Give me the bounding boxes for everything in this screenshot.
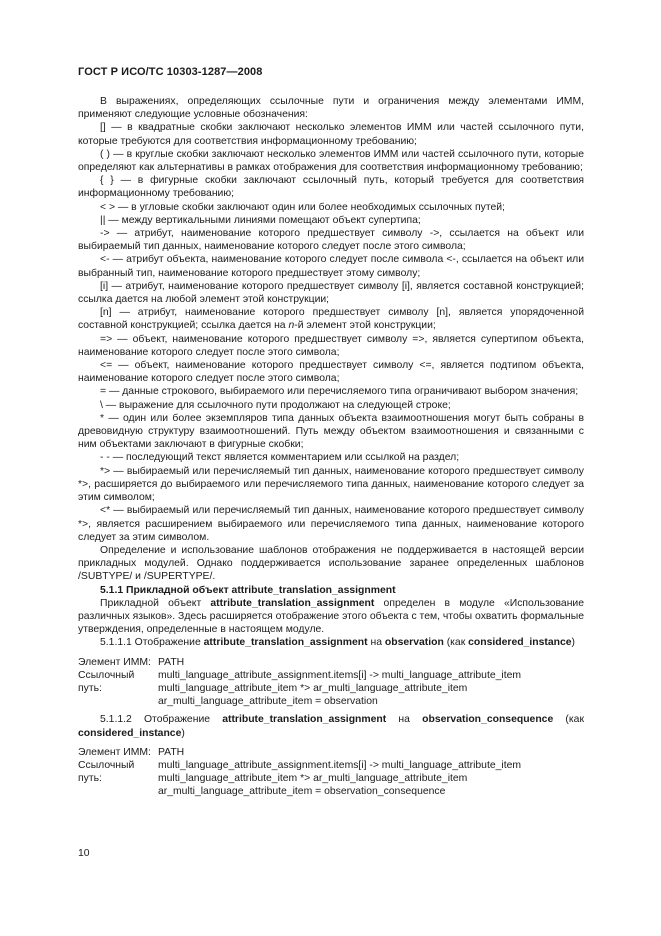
imm-mapping-block-5-1-1-2	[78, 746, 584, 799]
document-content	[78, 66, 584, 804]
notation-item-equals: = — данные строкового, выбираемого или перечисляемого типа ограничивают выбором значения;	[100, 386, 579, 398]
notation-item-index-i: [i] — атрибут, наименование которого предшествует символу [i], является составной конструкцией; ссылка дается на любой элемент этой конструкции;	[78, 280, 584, 306]
templates-paragraph: Определение и использование шаблонов отображения не поддерживается в настоящей версии прикладных модулей. Однако поддерживается использование заранее определенных шаблонов /SUBTYPE/ и /SUPERTYPE/.	[78, 544, 584, 583]
notation-item-curly-brackets: { } — в фигурные скобки заключают ссылочный путь, который требуется для соответствия информационному требованию;	[78, 175, 584, 200]
notation-item-vertical-bars: || — между вертикальными линиями помещают объект супертипа;	[100, 214, 421, 226]
notation-item-backslash: \ — выражение для ссылочного пути продолжают на следующей строке;	[100, 399, 451, 411]
document-header: ГОСТ Р ИСО/ТС 10303-1287—2008	[78, 66, 263, 78]
intro-paragraph: В выражениях, определяющих ссылочные пути и ограничения между элементами ИММ, применяют следующие условные обозначения:	[78, 96, 584, 121]
reference-path-line: multi_language_attribute_item *> ar_multi_language_attribute_item	[158, 773, 468, 785]
reference-path-line: ar_multi_language_attribute_item = observation	[158, 696, 378, 708]
imm-element-label: Элемент ИММ:	[78, 656, 151, 668]
notation-item-subtype-arrow: <= — объект, наименование которого предшествует символу <=, является подтипом объекта, наименование которого следует после этого символа;	[78, 360, 584, 385]
section-heading-5-1-1: 5.1.1 Прикладной объект attribute_translation_assignment	[100, 584, 396, 596]
reference-path-row	[78, 669, 584, 709]
notation-item-supertype-arrow: => — объект, наименование которого предшествует символу =>, является супертипом объекта, наименование которого следует после этого символа;	[78, 333, 584, 358]
notation-item-arrow-right: -> — атрибут, наименование которого предшествует символу ->, ссылается на объект или выбираемый тип данных, наименование которого следует после этого символа;	[78, 228, 584, 253]
imm-element-row	[78, 746, 584, 759]
reference-path-label: Ссылочный путь:	[78, 669, 135, 694]
reference-path-line: ar_multi_language_attribute_item = observation_consequence	[158, 786, 446, 798]
section-heading-5-1-1-1: 5.1.1.1 Отображение attribute_translation_assignment на observation (как considered_instance)	[100, 637, 575, 649]
notation-item-comment-dashes: - - — последующий текст является комментарием или ссылкой на раздел;	[100, 452, 460, 464]
imm-element-label: Элемент ИММ:	[78, 746, 151, 758]
reference-path-line: multi_language_attribute_assignment.items[i] -> multi_language_attribute_item	[158, 669, 522, 681]
page-number: 10	[78, 848, 90, 859]
imm-element-row	[78, 656, 584, 669]
reference-path-line: multi_language_attribute_assignment.items[i] -> multi_language_attribute_item	[158, 759, 522, 771]
imm-element-value: PATH	[158, 656, 185, 668]
reference-path-label: Ссылочный путь:	[78, 759, 135, 785]
reference-path-row	[78, 759, 584, 799]
section-heading-5-1-1-2: 5.1.1.2 Отображение attribute_translation_assignment на observation_consequence (как considered_instance)	[78, 714, 584, 739]
notation-item-asterisk: * — один или более экземпляров типа данных объекта взаимоотношения могут быть собраны в древовидную структуру взаимоотношений. Путь между объектом взаимоотношения и связанными с ним объектами заключают в фигурные скобки;	[78, 412, 584, 451]
notation-item-square-brackets: [] — в квадратные скобки заключают несколько элементов ИММ или частей ссылочного пути, которые требуются для соответствия информационному требованию;	[78, 122, 584, 147]
notation-item-parentheses: ( ) — в круглые скобки заключают несколько элементов ИММ или частей ссылочного пути, которые определяют как альтернативы в рамках отображения для соответствия информационному требованию;	[78, 148, 584, 174]
notation-item-extension-arrow: <* — выбираемый или перечисляемый тип данных, наименование которого предшествует символу *>, является расширением выбираемого или перечисляемого типа данных, наименование которого следует за этим символом.	[78, 505, 584, 543]
notation-item-index-n: [n] — атрибут, наименование которого предшествует символу [n], является упорядоченной составной конструкцией; ссылка дается на n-й элемент этой конструкции;	[78, 307, 584, 332]
reference-path-lines	[158, 759, 584, 799]
notation-item-extend-arrow: *> — выбираемый или перечисляемый тип данных, наименование которого предшествует символу *>, расширяется до выбираемого или перечисляемого типа данных, наименование которого следует за этим символом;	[78, 465, 584, 504]
imm-element-value: PATH	[158, 746, 185, 758]
notation-item-angle-brackets: < > — в угловые скобки заключают один или более необходимых ссылочных путей;	[100, 201, 505, 213]
reference-path-lines	[158, 669, 584, 709]
reference-path-line: multi_language_attribute_item *> ar_multi_language_attribute_item	[158, 682, 468, 694]
section-5-1-1-paragraph: Прикладной объект attribute_translation_assignment определен в модуле «Использование различных языков». Здесь расширяется отображение этого объекта с тем, чтобы охватить формальные утверждения, определенные в настоящем модуле.	[78, 597, 585, 636]
notation-item-arrow-left: <- — атрибут объекта, наименование которого следует после символа <-, ссылается на объект или выбранный тип, наименование которого предшествует этому символу;	[78, 254, 584, 279]
imm-mapping-block-5-1-1-1	[78, 656, 584, 709]
